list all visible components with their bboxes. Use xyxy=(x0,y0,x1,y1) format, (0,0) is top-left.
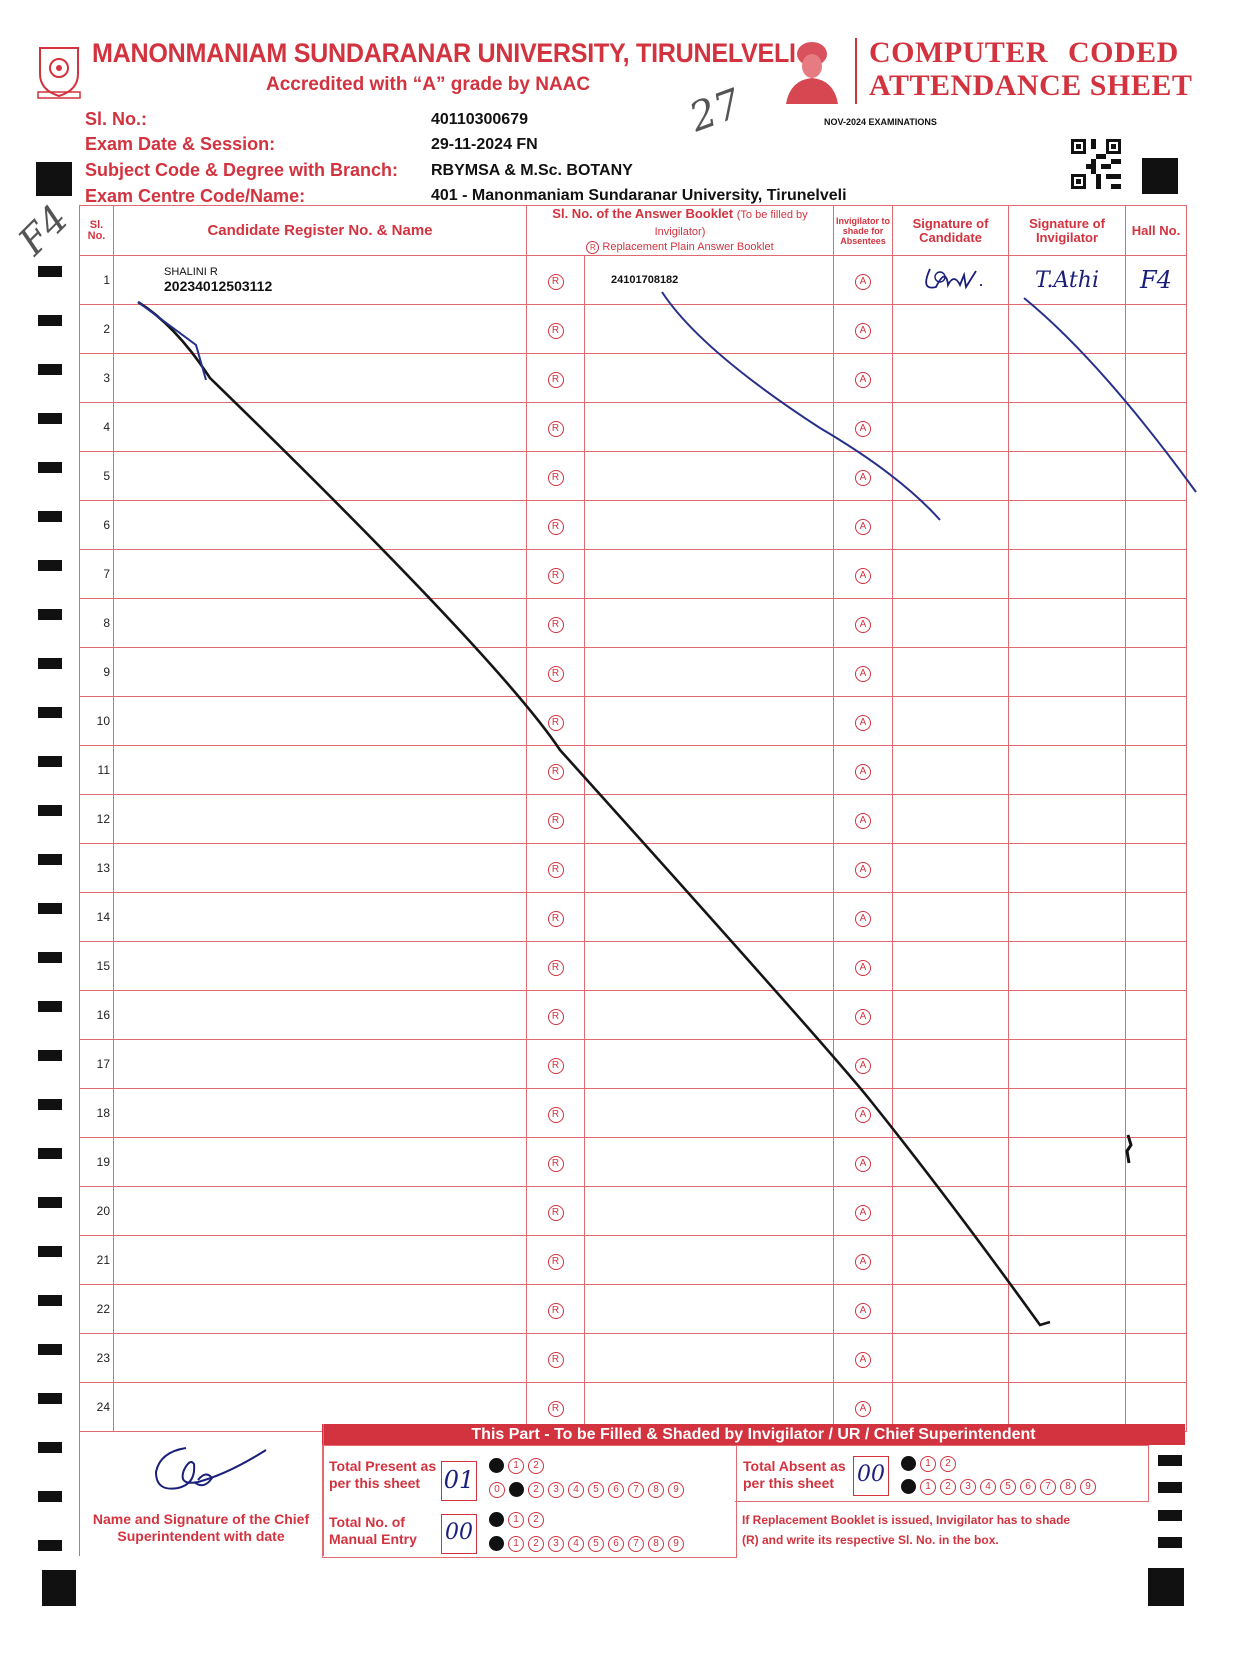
row-sl-no: 9 xyxy=(80,648,114,697)
present-tens-bubbles: 1 2 xyxy=(489,1458,544,1474)
corner-marker-bottom-right xyxy=(1148,1568,1184,1606)
col-sig-candidate: Signature of Candidate xyxy=(893,206,1009,256)
col-hall: Hall No. xyxy=(1126,206,1187,256)
col-booklet-sub: Replacement Plain Answer Booklet xyxy=(602,241,774,253)
absent-bubble[interactable]: A xyxy=(855,1352,871,1368)
replacement-bubble[interactable]: R xyxy=(548,617,564,633)
replacement-bubble[interactable]: R xyxy=(548,1156,564,1172)
absent-bubble[interactable]: A xyxy=(855,813,871,829)
chief-label: Name and Signature of the Chief Superintendent with date xyxy=(92,1511,310,1544)
timing-mark xyxy=(1158,1482,1182,1493)
total-absent-value: 00 xyxy=(857,1462,885,1487)
corner-marker-bottom-left xyxy=(42,1570,76,1606)
present-units-bubbles: 0 2 3 4 5 6 7 8 9 xyxy=(489,1482,684,1498)
row-sl-no: 14 xyxy=(80,893,114,942)
col-sig-invigilator: Signature of Invigilator xyxy=(1009,206,1126,256)
row-sl-no: 11 xyxy=(80,746,114,795)
replacement-bubble[interactable]: R xyxy=(548,372,564,388)
col-absentee: Invigilator to shade for Absentees xyxy=(834,206,893,256)
chief-signature-icon xyxy=(148,1430,278,1502)
replacement-bubble[interactable]: R xyxy=(548,911,564,927)
subject-value: RBYMSA & M.Sc. BOTANY xyxy=(431,162,633,179)
exam-date-value: 29-11-2024 FN xyxy=(431,136,538,153)
total-present-panel xyxy=(322,1445,737,1558)
absent-bubble[interactable]: A xyxy=(855,274,871,290)
manual-tens-bubbles: 1 2 xyxy=(489,1512,544,1528)
absent-bubble[interactable]: A xyxy=(855,960,871,976)
row-sl-no: 1 xyxy=(80,256,114,305)
row-sl-no: 7 xyxy=(80,550,114,599)
absent-bubble[interactable]: A xyxy=(855,470,871,486)
col-sl-no: Sl. No. xyxy=(80,206,114,256)
absent-bubble[interactable]: A xyxy=(855,1009,871,1025)
replacement-bubble[interactable]: R xyxy=(548,960,564,976)
row-sl-no: 20 xyxy=(80,1187,114,1236)
total-present-box xyxy=(441,1461,477,1501)
row-sl-no: 8 xyxy=(80,599,114,648)
sl-no-value: 40110300679 xyxy=(431,111,528,128)
row-sl-no: 12 xyxy=(80,795,114,844)
absent-bubble[interactable]: A xyxy=(855,1401,871,1417)
absent-bubble[interactable]: A xyxy=(855,421,871,437)
manual-entry-label: Total No. of Manual Entry xyxy=(329,1514,417,1547)
replacement-bubble[interactable]: R xyxy=(548,1009,564,1025)
absent-units-bubbles: 1 2 3 4 5 6 7 8 9 xyxy=(901,1479,1096,1495)
centre-value: 401 - Manonmaniam Sundaranar University, Tirunelveli xyxy=(431,187,847,204)
manual-entry-value: 00 xyxy=(445,1520,473,1545)
total-absent-label: Total Absent as per this sheet xyxy=(743,1458,846,1491)
absent-bubble[interactable]: A xyxy=(855,715,871,731)
row-sl-no: 2 xyxy=(80,305,114,354)
absent-bubble[interactable]: A xyxy=(855,1205,871,1221)
centre-label: Exam Centre Code/Name: xyxy=(85,186,306,206)
absent-bubble[interactable]: A xyxy=(855,1156,871,1172)
filled-bubble-icon xyxy=(509,1482,524,1497)
sheet-title-line1: COMPUTER CODED xyxy=(869,36,1179,69)
replacement-bubble[interactable]: R xyxy=(548,1205,564,1221)
total-absent-panel xyxy=(735,1445,1149,1502)
replacement-bubble[interactable]: R xyxy=(548,666,564,682)
total-absent-box xyxy=(853,1456,889,1496)
absent-bubble[interactable]: A xyxy=(855,1058,871,1074)
manual-entry-box xyxy=(441,1514,477,1554)
row-sl-no: 15 xyxy=(80,942,114,991)
absent-bubble[interactable]: A xyxy=(855,1254,871,1270)
filled-bubble-icon xyxy=(901,1456,916,1471)
replacement-legend-bubble: R xyxy=(586,241,599,254)
absent-bubble[interactable]: A xyxy=(855,911,871,927)
absent-bubble[interactable]: A xyxy=(855,764,871,780)
replacement-bubble[interactable]: R xyxy=(548,1401,564,1417)
subject-label: Subject Code & Degree with Branch: xyxy=(85,160,399,180)
exam-date-label: Exam Date & Session: xyxy=(85,134,276,154)
row-sl-no: 10 xyxy=(80,697,114,746)
replacement-bubble[interactable]: R xyxy=(548,813,564,829)
replacement-bubble[interactable]: R xyxy=(548,1058,564,1074)
absent-bubble[interactable]: A xyxy=(855,862,871,878)
total-present-label: Total Present as per this sheet xyxy=(329,1458,437,1491)
absent-tens-bubbles: 1 2 xyxy=(901,1456,956,1472)
sl-no-label: Sl. No.: xyxy=(85,109,147,129)
absent-bubble[interactable]: A xyxy=(855,323,871,339)
booklet-number: 24101708182 xyxy=(611,274,679,286)
filled-bubble-icon xyxy=(489,1512,504,1527)
replacement-bubble[interactable]: R xyxy=(548,1107,564,1123)
sheet-title-line2: ATTENDANCE SHEET xyxy=(869,69,1193,102)
replacement-note: If Replacement Booklet is issued, Invigilator has to shade (R) and write its respective Sl. No. in the box. xyxy=(742,1513,1071,1547)
replacement-bubble[interactable]: R xyxy=(548,1352,564,1368)
total-present-value: 01 xyxy=(443,1466,475,1494)
hall-no: F4 xyxy=(1140,266,1172,294)
row-sl-no: 18 xyxy=(80,1089,114,1138)
absent-bubble[interactable]: A xyxy=(855,519,871,535)
row-sl-no: 23 xyxy=(80,1334,114,1383)
col-booklet-note: (To be filled by Invigilator) xyxy=(654,209,808,238)
replacement-bubble[interactable]: R xyxy=(548,519,564,535)
timing-mark xyxy=(1158,1537,1182,1548)
filled-bubble-icon xyxy=(901,1479,916,1494)
col-candidate: Candidate Register No. & Name xyxy=(114,206,527,256)
row-sl-no: 6 xyxy=(80,501,114,550)
row-sl-no: 4 xyxy=(80,403,114,452)
row-sl-no: 3 xyxy=(80,354,114,403)
absent-bubble[interactable]: A xyxy=(855,666,871,682)
absent-bubble[interactable]: A xyxy=(855,372,871,388)
exam-session-tag: NOV-2024 EXAMINATIONS xyxy=(824,117,937,127)
replacement-bubble[interactable]: R xyxy=(548,862,564,878)
invigilator-signature: T.Athi xyxy=(1035,267,1099,293)
row-sl-no: 22 xyxy=(80,1285,114,1334)
absent-bubble[interactable]: A xyxy=(855,568,871,584)
replacement-bubble[interactable]: R xyxy=(548,274,564,290)
university-name: MANONMANIAM SUNDARANAR UNIVERSITY, TIRUNELVELI xyxy=(92,38,796,68)
candidate-name: SHALINI R xyxy=(164,266,218,278)
row-sl-no: 19 xyxy=(80,1138,114,1187)
row-sl-no: 24 xyxy=(80,1383,114,1432)
replacement-bubble[interactable]: R xyxy=(548,421,564,437)
replacement-bubble[interactable]: R xyxy=(548,715,564,731)
accreditation-text: Accredited with “A” grade by NAAC xyxy=(266,74,591,95)
replacement-bubble[interactable]: R xyxy=(548,1254,564,1270)
col-booklet-title: Sl. No. of the Answer Booklet xyxy=(552,206,734,221)
timing-mark xyxy=(1158,1510,1182,1521)
absent-bubble[interactable]: A xyxy=(855,1303,871,1319)
row-sl-no: 21 xyxy=(80,1236,114,1285)
row-sl-no: 5 xyxy=(80,452,114,501)
row-sl-no: 16 xyxy=(80,991,114,1040)
handwritten-mark: 27 xyxy=(683,80,748,142)
replacement-bubble[interactable]: R xyxy=(548,470,564,486)
replacement-bubble[interactable]: R xyxy=(548,1303,564,1319)
replacement-bubble[interactable]: R xyxy=(548,568,564,584)
absent-bubble[interactable]: A xyxy=(855,617,871,633)
replacement-bubble[interactable]: R xyxy=(548,764,564,780)
filled-bubble-icon xyxy=(489,1458,504,1473)
row-sl-no: 13 xyxy=(80,844,114,893)
candidate-register-no: 20234012503112 xyxy=(164,278,273,294)
row-sl-no: 17 xyxy=(80,1040,114,1089)
absent-bubble[interactable]: A xyxy=(855,1107,871,1123)
invigilator-section-title: This Part - To be Filled & Shaded by Invigilator / UR / Chief Superintendent xyxy=(322,1424,1185,1445)
margin-hall-mark: F4 xyxy=(9,196,77,264)
manual-units-bubbles: 1 2 3 4 5 6 7 8 9 xyxy=(489,1536,684,1552)
filled-bubble-icon xyxy=(489,1536,504,1551)
replacement-bubble[interactable]: R xyxy=(548,323,564,339)
timing-mark xyxy=(1158,1455,1182,1466)
